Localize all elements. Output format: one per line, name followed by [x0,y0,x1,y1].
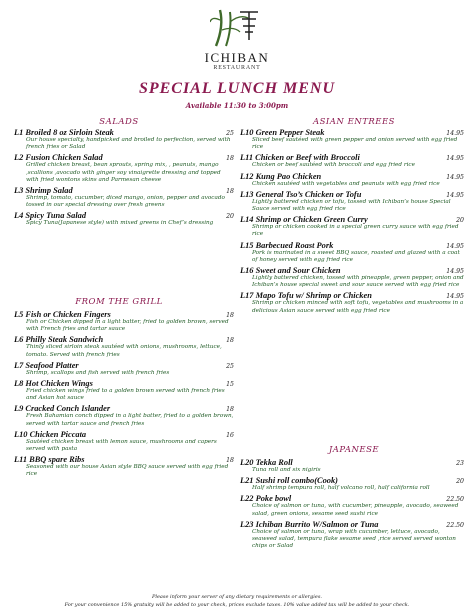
item-name: L13 General Tso’s Chicken or Tofu [240,189,362,199]
item-name: L2 Fusion Chicken Salad [14,153,103,163]
section-heading-grill: FROM THE GRILL [75,297,163,307]
item-price: 20 [456,478,464,486]
menu-item [240,458,464,474]
item-name: L10 Chicken Piccata [14,429,87,439]
menu-item [240,291,464,314]
item-price: 14.95 [446,130,464,137]
menu-title: SPECIAL LUNCH MENU [138,80,336,97]
menu-item [240,153,464,169]
item-name: L11 BBQ spare Ribs [14,455,85,465]
availability-hours: Available 11:30 to 3:00pm [185,101,289,110]
menu-item [14,310,234,333]
menu-item [14,455,234,478]
item-name: L23 Ichiban Burrito W/Salmon or Tuna [240,519,379,529]
item-price: 20 [456,217,464,225]
logo-subtitle: RESTAURANT [213,65,261,71]
item-price: 18 [226,457,234,465]
item-name: L12 Kung Pao Chicken [240,171,322,181]
item-name: L6 Philly Steak Sandwich [14,335,104,345]
item-description: Half shrimp tempura roll, half volcano roll, half california roll [252,485,430,492]
item-name: L9 Cracked Conch Islander [14,404,111,414]
item-description: Grilled chicken breast, bean sprouts, spring mix, , peanuts, mango ,scallions ,avocado with ginger soy vinaigrette dressing and topped with fried wontons skins and Parmesan cheese [26,162,221,183]
item-name: L1 Broiled 8 oz Sirloin Steak [14,128,114,137]
section-heading-asian: ASIAN ENTREES [312,117,396,127]
menu-item [240,266,464,289]
item-name: L21 Sushi roll combo(Cook) [240,476,338,486]
item-name: L16 Sweet and Sour Chicken [240,266,341,276]
menu-item [14,361,234,377]
item-name: L17 Mapo Tofu w/ Shrimp or Chicken [240,291,372,301]
item-price: 25 [226,362,234,370]
item-price: 16 [226,431,234,439]
section-heading-japanese: JAPANESE [328,445,380,455]
item-name: L10 Green Pepper Steak [240,128,325,137]
item-description: Choice of salmon or tuna, wrap with cucumber, lettuce, avocado, seaweed salad, tempura flake sesame seed ,rice served served wonton chips or Salad [252,528,456,550]
item-description: Sautéed chicken breast with lemon sauce, mushrooms and capers served with pasta [26,438,217,453]
menu-item [240,215,464,238]
item-price: 18 [226,337,234,345]
menu-item [14,211,234,227]
menu-item [14,404,234,427]
logo-name: ICHIBAN [204,50,270,65]
item-description: Seasoned with our house Asian style BBQ sauce served with egg fried rice [26,464,229,478]
item-description: Fried chicken wings fried to a golden brown served with french fries and Asian hot sauce [26,388,225,402]
menu-item [240,520,464,551]
item-description: Choice of salmon or tuna, with cucumber, pineapple, avocado, seaweed salad, green onions, sesame seed sushi rice [252,503,459,517]
item-price: 23 [456,460,464,467]
item-name: L3 Shrimp Salad [14,186,73,196]
item-price: 25 [226,130,234,137]
item-description: Shrimp, tomato, cucumber, diced mango, onion, pepper and avocado tossed in our special dressing over fresh greens [26,195,225,209]
item-description: Chicken or beef sautéed with broccoli and egg fried rice [252,162,415,169]
item-name: L4 Spicy Tuna Salad [14,211,87,221]
item-description: Spicy Tuna(Japanese style) with mixed greens in Chef’s dressing [26,220,214,227]
item-description: Lightly battered chicken or tofu, tossed with Ichiban’s house Special Sauce served with egg fried rice [252,198,451,213]
restaurant-logo [200,6,274,76]
item-price: 14.95 [446,242,464,250]
grill-list [14,310,234,481]
item-description: Chicken sautéed with vegetables and peanuts with egg fried rice [252,180,440,187]
item-price: 15 [226,381,234,389]
item-description: Tuna roll and six nigiris [252,467,321,473]
item-price: 14.95 [446,173,464,181]
menu-item [240,172,464,188]
item-name: L8 Hot Chicken Wings [14,379,93,389]
item-price: 22.50 [446,496,464,504]
menu-item [14,430,234,453]
item-price: 18 [226,188,234,196]
menu-item [240,128,464,151]
item-price: 14.95 [446,191,464,199]
item-description: Lightly battered chicken, tossed with pineapple, green pepper, onion and Ichiban’s house special sweet and sour sauce served with egg fried rice [252,275,464,289]
item-name: L20 Tekka Roll [240,458,293,467]
item-price: 20 [226,213,234,221]
footer-gratuity-note: For your convenience 15% gratuity will be added to your check, prices exclude taxes. 10% value added tax will be added to your check. [64,602,410,608]
asian-list [240,128,464,317]
menu-item [14,379,234,402]
menu-item [14,128,234,151]
item-price: 14.95 [446,293,464,301]
item-name: L14 Shrimp or Chicken Green Curry [240,215,368,225]
item-price: 18 [226,312,234,319]
item-price: 18 [226,406,234,414]
menu-item [14,186,234,209]
item-description: Shrimp or chicken minced with soft tofu, vegetables and mushrooms in a delicious Asian sauce served with egg fried rice [252,300,464,314]
footer-allergy-note: Please inform your server of any dietary requirements or allergies. [152,594,322,600]
item-description: Sliced beef sautéed with green pepper and onion served with egg fried rice [252,137,458,151]
item-name: L7 Seafood Platter [14,360,79,370]
item-description: Fish or Chicken dipped in a light batter, fried to golden brown, served with French fries and tartar sauce [26,319,229,333]
menu-item [14,335,234,358]
menu-item [14,153,234,184]
section-heading-salads: SALADS [99,117,139,127]
item-description: Fresh Bahamian conch dipped in a light batter, fried to a golden brown, served with tartar sauce and french fries [26,413,234,427]
item-description: Shrimp, scallops and fish served with french fries [26,369,170,376]
item-name: L15 Barbecued Roast Pork [240,240,334,250]
item-name: L11 Chicken or Beef with Broccoli [240,153,360,163]
item-description: Thinly sliced sirloin steak sautéed with onions, mushrooms, lettuce, tomato. Served with french fries [26,344,222,358]
item-name: L22 Poke bowl [240,494,292,504]
item-price: 22.50 [446,521,464,529]
item-price: 14.95 [446,155,464,163]
item-description: Pork is marinated in a sweet BBQ sauce, roasted and glazed with a coat of honey served with egg fried rice [252,249,460,263]
salads-list [14,128,234,230]
item-price: 18 [226,155,234,163]
menu-item [240,494,464,517]
bamboo-logo-icon [210,6,264,48]
item-price: 14.95 [446,268,464,276]
item-name: L5 Fish or Chicken Fingers [14,310,111,319]
menu-item [240,476,464,492]
item-description: Shrimp or chicken cooked in a special green curry sauce with egg fried rice [252,224,459,238]
japanese-list [240,458,464,552]
menu-item [240,241,464,264]
item-description: Our house specialty, handpicked and broiled to perfection, served with french fries or Salad [26,137,231,151]
menu-item [240,190,464,213]
